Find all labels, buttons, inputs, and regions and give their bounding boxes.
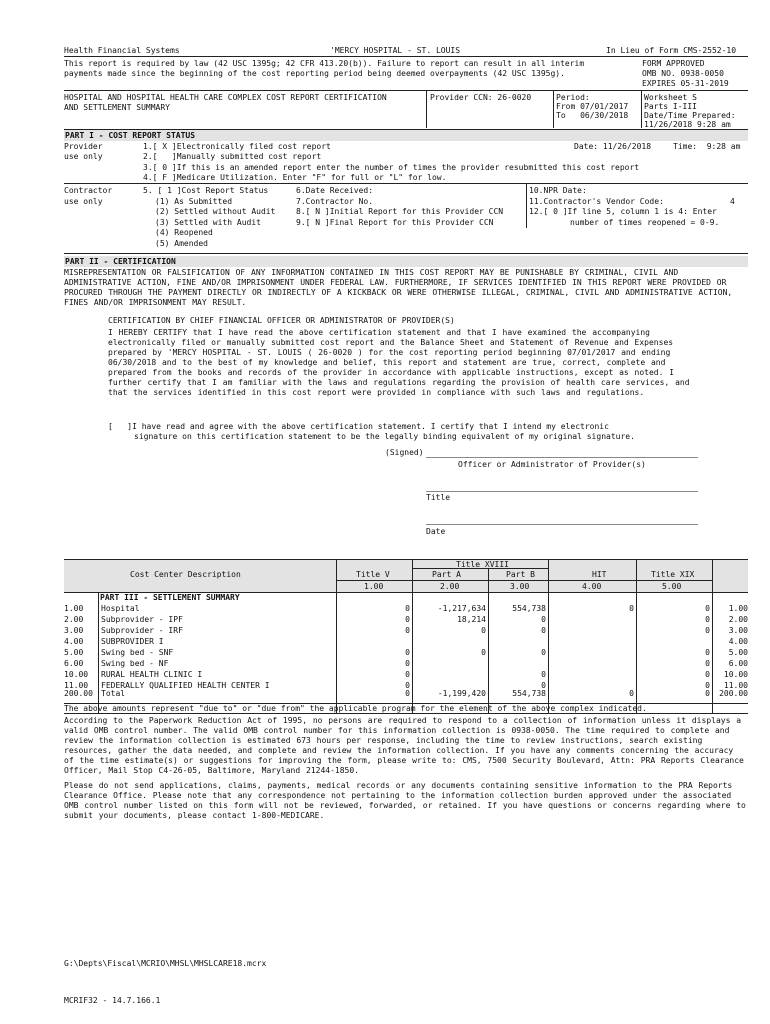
date-prepared-label: Date/Time Prepared: (644, 111, 736, 120)
table-cell-a (414, 670, 486, 680)
table-cell-hit: 0 (629, 604, 634, 613)
table-cell-a (414, 659, 486, 669)
date-line[interactable] (426, 524, 698, 525)
table-cell-b: 0 (541, 648, 546, 657)
table-cell-b (490, 659, 546, 669)
table-cell-desc: RURAL HEALTH CLINIC I (101, 670, 203, 679)
title-divider-2 (553, 90, 554, 128)
table-cell-v: 0 (405, 670, 410, 679)
part1-divider (526, 184, 527, 228)
table-cell-desc: Swing bed - SNF (101, 648, 174, 657)
table-cell-hit (550, 626, 634, 636)
table-cell-rn: 6.00 (728, 659, 748, 668)
line-9-final-report: 9.[ N ]Final Report for this Provider CCN (296, 218, 494, 227)
table-cell-xix: 0 (705, 615, 710, 624)
col-number-3: 3.00 (510, 582, 530, 591)
col-number-1: 1.00 (364, 582, 384, 591)
form-approved: FORM APPROVED (642, 59, 705, 68)
table-top-rule (64, 559, 748, 560)
table-cell-xix: 0 (705, 689, 710, 698)
line-3-amended: 3.[ 0 ]If this is an amended report enter the number of times the provider resubmitted this cost report (143, 163, 640, 172)
table-cell-desc: Swing bed - NF (101, 659, 169, 668)
electronic-signature-agreement[interactable]: [ ]I have read and agree with the above certification statement. I certify that I intend my electronic (108, 422, 609, 431)
col-header-title-xix: Title XIX (651, 570, 695, 579)
worksheet-label: Worksheet S (644, 93, 697, 102)
table-cell-desc: Subprovider - IRF (101, 626, 183, 635)
table-cell-v: 0 (405, 648, 410, 657)
table-cell-hit (550, 615, 634, 625)
table-cell-b: 0 (541, 626, 546, 635)
certification-by-label: CERTIFICATION BY CHIEF FINANCIAL OFFICER OR ADMINISTRATOR OF PROVIDER(S) (108, 316, 455, 325)
table-cell-xix: 0 (705, 626, 710, 635)
table-cell-xix (638, 637, 710, 647)
table-cell-v: 0 (405, 626, 410, 635)
table-cell-b: 0 (541, 615, 546, 624)
status-option-4: (4) Reopened (155, 228, 213, 237)
paperwork-reduction-act: According to the Paperwork Reduction Act of 1995, no persons are required to respond to a collection of information unless it displays a valid OMB control number. The valid OMB control number for this information collection is 0938-0050. The time required to complete and review the information collection is estimated 673 hours per response, including the time to review instructions, search existing resources, gather the data needed, and complete and review the information collection. If you have any comments concerning the accuracy of the time estimate(s) or suggestions for improving the form, please write to: CMS, 7500 Security Boulevard, Attn: PRA Reports Clearance Officer, Mail Stop C4-26-05, Baltimore, Maryland 21244-1850. (64, 716, 744, 775)
notice-line-2: payments made since the beginning of the cost reporting period being deemed overpayments (42 USC 1395g). (64, 69, 565, 78)
period-label: Period: (556, 93, 590, 102)
table-cell-desc: Total (101, 689, 126, 698)
col-header-title-xviii: Title XVIII (456, 560, 509, 569)
table-cell-a: 0 (481, 626, 486, 635)
line-5-status: 5. [ 1 ]Cost Report Status (143, 186, 269, 195)
omb-number: OMB NO. 0938-0050 (642, 69, 724, 78)
line-10-npr-date: 10.NPR Date: (529, 186, 587, 195)
table-cell-hit (550, 637, 634, 647)
table-cell-ln: 5.00 (64, 648, 84, 657)
status-option-1: (1) As Submitted (155, 197, 233, 206)
table-cell-rn: 2.00 (728, 615, 748, 624)
table-cell-ln: 10.00 (64, 670, 89, 679)
col-number-4: 4.00 (582, 582, 602, 591)
vendor-code-value: 4 (730, 197, 735, 206)
table-cell-desc: FEDERALLY QUALIFIED HEALTH CENTER I (101, 681, 270, 690)
header-center: 'MERCY HOSPITAL - ST. LOUIS (330, 46, 461, 55)
table-cell-xix: 0 (705, 670, 710, 679)
table-cell-v: 0 (405, 689, 410, 698)
table-cell-ln: 3.00 (64, 626, 84, 635)
certification-statement: I HEREBY CERTIFY that I have read the above certification statement and that I have examined the accompanying electronically filed or manually submitted cost report and the Balance Sheet and Statement of Revenue and Expenses prepared by 'MERCY HOSPITAL - ST. LOUIS ( 26-0020 ) for the cost reporting period beginning 07/01/2017 and ending 06/30/2018 and to the best of my knowledge and belief, this report and statement are true, correct, complete and prepared from the books and records of the provider in accordance with applicable instructions, except as noted. I further certify that I am familiar with the laws and regulations regarding the provision of health care services, and that the services identified in this cost report were provided in compliance with such laws and regulations. (108, 328, 690, 397)
table-cell-ln: 200.00 (64, 689, 93, 698)
header-left: Health Financial Systems (64, 46, 180, 55)
table-cell-xix: 0 (705, 659, 710, 668)
part3-heading: PART III - SETTLEMENT SUMMARY (100, 593, 240, 602)
table-cell-xix: 0 (705, 604, 710, 613)
report-title-line-2: AND SETTLEMENT SUMMARY (64, 103, 170, 112)
file-path: G:\Depts\Fiscal\MCRIO\MHSL\MHSLCARE18.mcrx (64, 959, 267, 968)
line-4-utilization: 4.[ F ]Medicare Utilization. Enter "F" for full or "L" for low. (143, 173, 447, 182)
period-from: From 07/01/2017 (556, 102, 629, 111)
table-cell-ln: 1.00 (64, 604, 84, 613)
table-cell-b: 0 (541, 681, 546, 690)
xviii-rule (412, 568, 548, 569)
provider-use-label-2: use only (64, 152, 103, 161)
table-cell-ln: 11.00 (64, 681, 89, 690)
contractor-use-label-1: Contractor (64, 186, 113, 195)
period-to: To 06/30/2018 (556, 111, 629, 120)
table-cell-a (414, 637, 486, 647)
report-title-line-1: HOSPITAL AND HOSPITAL HEALTH CARE COMPLEX COST REPORT CERTIFICATION (64, 93, 387, 102)
table-cell-ln: 2.00 (64, 615, 84, 624)
table-cell-desc: Subprovider - IPF (101, 615, 183, 624)
table-cell-rn: 11.00 (723, 681, 748, 690)
contractor-use-label-2: use only (64, 197, 103, 206)
software-version: MCRIF32 - 14.7.166.1 (64, 996, 161, 1005)
table-cell-v: 0 (405, 604, 410, 613)
line-12-reopened: 12.[ 0 ]If line 5, column 1 is 4: Enter (529, 207, 717, 216)
table-cell-v: 0 (405, 681, 410, 690)
title-label: Title (426, 493, 451, 502)
provider-use-label-1: Provider (64, 142, 103, 151)
table-cell-a: 0 (481, 648, 486, 657)
col-divider-4 (548, 559, 549, 713)
col-number-5: 5.00 (662, 582, 682, 591)
status-option-3: (3) Settled with Audit (155, 218, 261, 227)
line-1-date: Date: 11/26/2018 (574, 142, 652, 151)
line-7-contractor-no: 7.Contractor No. (296, 197, 374, 206)
col-divider-6 (712, 559, 713, 713)
line-11-vendor-code: 11.Contractor's Vendor Code: (529, 197, 664, 206)
line-1-time: Time: 9:28 am (673, 142, 741, 151)
col-divider-1 (336, 559, 337, 713)
part2-heading: PART II - CERTIFICATION (64, 256, 748, 267)
line-6-date-received: 6.Date Received: (296, 186, 374, 195)
table-cell-b (490, 637, 546, 647)
title-line[interactable] (426, 491, 698, 492)
electronic-signature-agreement-2: signature on this certification statement to be the legally binding equivalent of my original signature. (134, 432, 635, 441)
col-number-2: 2.00 (440, 582, 460, 591)
col-divider-3 (488, 568, 489, 713)
col-divider-5 (636, 559, 637, 713)
table-cell-a: -1,199,420 (437, 689, 486, 698)
col-header-title-v: Title V (356, 570, 390, 579)
date-label: Date (426, 527, 446, 536)
table-cell-b: 0 (541, 670, 546, 679)
table-cell-rn: 1.00 (728, 604, 748, 613)
table-cell-hit: 0 (629, 689, 634, 698)
table-cell-b: 554,738 (512, 604, 546, 613)
table-cell-a: -1,217,634 (437, 604, 486, 613)
part2-rule (64, 253, 748, 254)
table-cell-rn: 10.00 (723, 670, 748, 679)
table-cell-hit (550, 648, 634, 658)
line-number-divider (98, 592, 99, 713)
table-cell-ln: 6.00 (64, 659, 84, 668)
parts-label: Parts I-III (644, 102, 697, 111)
table-cell-hit (550, 659, 634, 669)
table-cell-rn: 5.00 (728, 648, 748, 657)
table-cell-desc: Hospital (101, 604, 140, 613)
line-12-reopened-note: number of times reopened = 0-9. (570, 218, 720, 227)
line-1-electronic: 1.[ X ]Electronically filed cost report (143, 142, 331, 151)
table-cell-hit (550, 670, 634, 680)
status-option-5: (5) Amended (155, 239, 208, 248)
table-cell-v: 0 (405, 615, 410, 624)
col-header-hit: HIT (592, 570, 607, 579)
signature-line[interactable] (426, 457, 698, 458)
table-cell-v: 0 (405, 659, 410, 668)
table-cell-a: 18,214 (457, 615, 486, 624)
col-header-description: Cost Center Description (130, 570, 241, 579)
table-cell-rn: 3.00 (728, 626, 748, 635)
pra-note: Please do not send applications, claims, payments, medical records or any documents containing sensitive information to the PRA Reports Clearance Office. Please note that any correspondence not pertaining to the information collection burden approved under the associated OMB control number listed on this form will not be reviewed, forwarded, or retained. If you have questions or concerns regarding where to submit your documents, please contact 1-800-MEDICARE. (64, 781, 746, 820)
table-cell-v (338, 637, 410, 647)
title-divider-1 (426, 90, 427, 128)
col-header-part-a: Part A (432, 570, 461, 579)
table-cell-rn: 200.00 (719, 689, 748, 698)
table-cell-b: 554,738 (512, 689, 546, 698)
line-8-initial-report: 8.[ N ]Initial Report for this Provider CCN (296, 207, 504, 216)
table-cell-xix: 0 (705, 648, 710, 657)
part1-heading: PART I - COST REPORT STATUS (64, 130, 748, 141)
table-cell-ln: 4.00 (64, 637, 84, 646)
expiration-date: EXPIRES 05-31-2019 (642, 79, 729, 88)
colnum-rule (336, 580, 712, 581)
title-divider-3 (641, 90, 642, 128)
date-prepared: 11/26/2018 9:28 am (644, 120, 731, 129)
amounts-note: The above amounts represent "due to" or "due from" the applicable program for the element of the above complex indicated. (64, 704, 647, 713)
header-rule (64, 56, 748, 57)
table-cell-xix: 0 (705, 681, 710, 690)
provider-ccn: Provider CCN: 26-0020 (430, 93, 532, 102)
line-2-manual: 2.[ ]Manually submitted cost report (143, 152, 322, 161)
table-cell-desc: SUBPROVIDER I (101, 637, 164, 646)
part1-rule (64, 183, 748, 184)
notice-rule (64, 90, 748, 91)
signed-label: (Signed) (385, 448, 424, 457)
officer-label: Officer or Administrator of Provider(s) (458, 460, 646, 469)
status-option-2: (2) Settled without Audit (155, 207, 276, 216)
col-divider-2 (412, 559, 413, 713)
misrepresentation-warning: MISREPRESENTATION OR FALSIFICATION OF ANY INFORMATION CONTAINED IN THIS COST REPORT MAY BE PUNISHABLE BY CRIMINAL, CIVIL AND ADMINISTRATIVE ACTION, FINE AND/OR IMPRISONMENT UNDER FEDERAL LAW. FURTHERMORE, IF SERVICES IDENTIFIED IN THIS REPORT WERE PROVIDED OR PROCURED THROUGH THE PAYMENT DIRECTLY OR INDIRECTLY OF A KICKBACK OR WERE OTHERWISE ILLEGAL, CRIMINAL, CIVIL AND ADMINISTRATIVE ACTION, FINES AND/OR IMPRISONMENT MAY RESULT. (64, 268, 733, 307)
notice-line-1: This report is required by law (42 USC 1395g; 42 CFR 413.20(b)). Failure to report can result in all interim (64, 59, 585, 68)
col-header-part-b: Part B (506, 570, 535, 579)
table-cell-rn: 4.00 (728, 637, 748, 646)
header-right: In Lieu of Form CMS-2552-10 (606, 46, 737, 55)
